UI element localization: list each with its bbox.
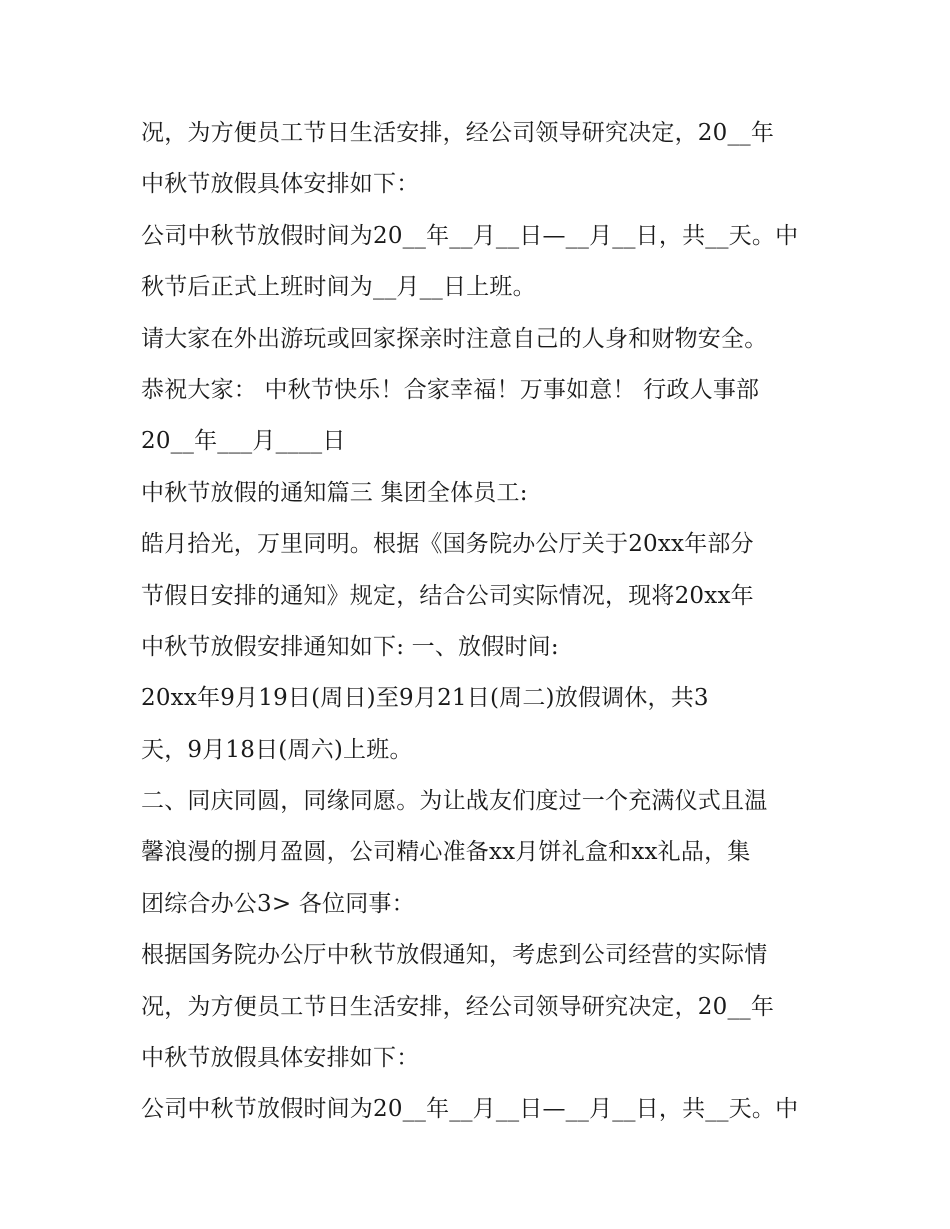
text-line: 况，为方便员工节日生活安排，经公司领导研究决定，20__年 <box>141 993 775 1020</box>
text-line: 皓月拾光，万里同明。根据《国务院办公厅关于20xx年部分 <box>141 531 754 558</box>
text-line: 恭祝大家： 中秋节快乐！合家幸福！万事如意！ 行政人事部 <box>141 376 760 403</box>
text-line: 中秋节放假具体安排如下： <box>141 171 420 198</box>
text-line: 况，为方便员工节日生活安排，经公司领导研究决定，20__年 <box>141 120 775 146</box>
body-text <box>141 108 821 1136</box>
text-line: 二、同庆同圆，同缘同愿。为让战友们度过一个充满仪式且温 <box>141 788 768 815</box>
text-line: 天，9月18日(周六)上班。 <box>141 736 413 763</box>
text-line: 馨浪漫的捌月盈圆，公司精心准备xx月饼礼盒和xx礼品，集 <box>141 839 751 866</box>
text-line: 20xx年9月19日(周日)至9月21日(周二)放假调休，共3 <box>141 685 709 712</box>
text-line: 20__年___月____日 <box>141 428 346 455</box>
text-line: 中秋节放假具体安排如下： <box>141 1045 420 1072</box>
text-line: 根据国务院办公厅中秋节放假通知，考虑到公司经营的实际情 <box>141 942 768 969</box>
text-line: 中秋节放假安排通知如下: 一、放假时间: <box>141 633 559 660</box>
text-line: 秋节后正式上班时间为__月__日上班。 <box>141 274 536 301</box>
text-line: 请大家在外出游玩或回家探亲时注意自己的人身和财物安全。 <box>141 325 768 352</box>
text-line: 团综合办公3> 各位同事： <box>141 890 415 917</box>
text-line: 公司中秋节放假时间为20__年__月__日—__月__日，共__天。中 <box>141 1096 799 1123</box>
text-line: 节假日安排的通知》规定，结合公司实际情况，现将20xx年 <box>141 582 754 609</box>
section-heading: 中秋节放假的通知篇三 集团全体员工: <box>141 479 528 506</box>
text-line: 公司中秋节放假时间为20__年__月__日—__月__日，共__天。中 <box>141 222 799 249</box>
